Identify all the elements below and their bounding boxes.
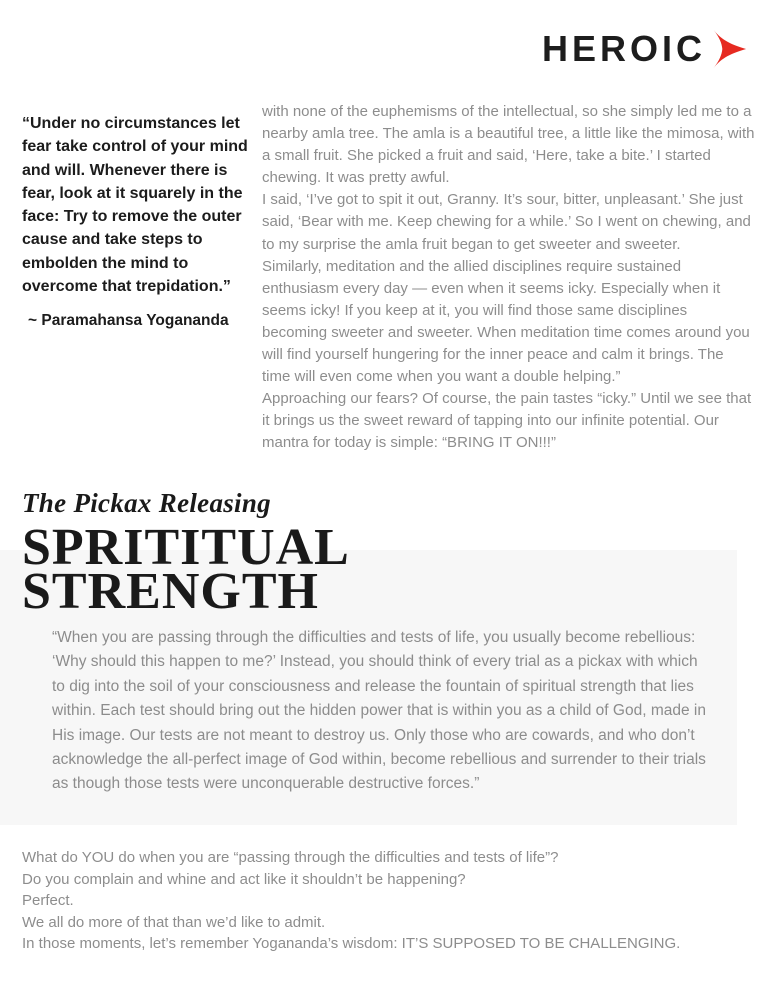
- closing-line: Perfect.: [22, 892, 74, 910]
- heroic-arrow-icon: [706, 28, 748, 70]
- pull-quote-attribution: ~ Paramahansa Yogananda: [28, 312, 229, 330]
- body-paragraph: Approaching our fears? Of course, the pain tastes “icky.” Until we see that it brings us the sweet reward of tapping into our infinite potential. Our mantra for today is simple: “BRING IT ON!!!”: [262, 390, 752, 452]
- sidebar-pull-quote: [22, 112, 248, 330]
- closing-line: We all do more of that than we’d like to admit.: [22, 913, 326, 931]
- body-text-column: [262, 101, 756, 455]
- closing-commentary: [22, 847, 762, 955]
- heading-kicker: The Pickax Releasing: [22, 488, 271, 518]
- body-paragraph: Similarly, meditation and the allied disciplines require sustained enthusiasm every day — even when it seems icky. Especially when it seems icky! If you keep at it, you will find those same disciplines becoming sweeter and sweeter. When meditation time comes around you will find yourself hungering for the inner peace and calm it brings. The time will even come when you want a double helping.”: [262, 257, 750, 386]
- closing-line: Do you complain and whine and act like it shouldn’t be happening?: [22, 870, 466, 888]
- block-quote-text: “When you are passing through the difficulties and tests of life, you usually become rebellious: ‘Why should this happen to me?’ Instead, you should think of every trial as a pickax with which to dig into the soil of your consciousness and release the fountain of spiritual strength that lies within. Each test should bring out the hidden power that is within you as a child of God, made in His image. Our tests are not meant to destroy us. Only those who are cowards, and who don’t acknowledge the all-perfect image of God within, become rebellious and surrender to their trials as though those tests were unconquerable destructive forces.”: [52, 629, 706, 793]
- body-paragraph: with none of the euphemisms of the intellectual, so she simply led me to a nearby amla tree. The amla is a beautiful tree, a little like the mimosa, with a small fruit. She picked a fruit and said, ‘Here, take a bite.’ I started chewing. It was pretty awful.: [262, 103, 755, 187]
- heading-title: [22, 518, 350, 620]
- heroic-logo: [542, 28, 748, 70]
- heading-title-line2: STRENGTH: [22, 562, 319, 620]
- closing-line: What do YOU do when you are “passing through the difficulties and tests of life”?: [22, 849, 559, 866]
- section-heading: [22, 488, 350, 620]
- closing-line: In those moments, let’s remember Yogananda’s wisdom: IT’S SUPPOSED TO BE CHALLENGING.: [22, 935, 681, 953]
- pull-quote-text: “Under no circumstances let fear take control of your mind and will. Whenever there is fear, look at it squarely in the face: Try to remove the outer cause and take steps to embolden the mind to overcome that trepidation.”: [22, 115, 248, 296]
- heading-title-line1: SPRITITUAL: [22, 518, 350, 576]
- heroic-logo-text: HEROIC: [541, 28, 706, 69]
- body-paragraph: I said, ‘I’ve got to spit it out, Granny. It’s sour, bitter, unpleasant.’ She just said, ‘Bear with me. Keep chewing for a while.’ So I went on chewing, and to my surprise the amla fruit began to get sweeter and sweeter.: [262, 191, 751, 253]
